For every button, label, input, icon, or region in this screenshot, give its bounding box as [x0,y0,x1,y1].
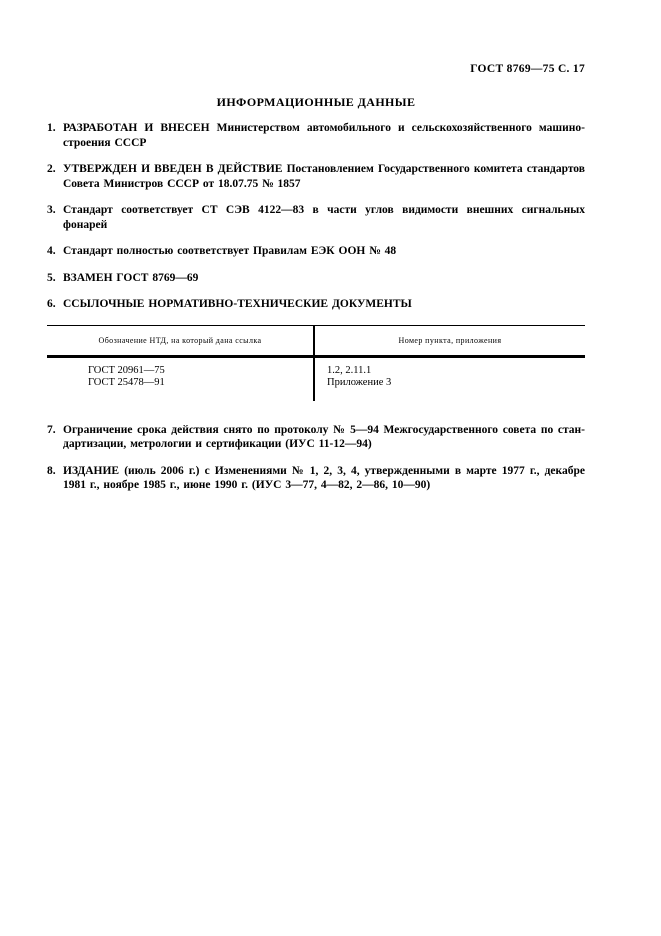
table-column-clause [315,358,585,401]
list-item-4 [47,244,585,259]
references-table [47,325,585,401]
page-header: ГОСТ 8769—75 С. 17 [470,63,585,75]
table-cell: 1.2, 2.11.1 [327,364,372,376]
list-item-text: РАЗРАБОТАН И ВНЕСЕН Министерством автомобильного и сельскохозяйственного машиностроения СССР [63,122,585,149]
list-item-text: ВЗАМЕН ГОСТ 8769—69 [63,271,199,284]
list-item-text: ИЗДАНИЕ (июль 2006 г.) с Изменениями № 1, 2, 3, 4, утвержденными в марте 1977 г., декабре 1981 г., ноябре 1985 г., июне 1990 г. (ИУС 3—77, 4—82, 2—86, 10—90) [63,464,585,491]
table-cell: Приложение 3 [327,377,392,388]
table-header-clause: Номер пункта, приложения [398,335,502,345]
table-column-designation [47,358,315,401]
list-item-2 [47,162,585,191]
references-table-body [47,358,585,401]
list-item-6 [47,297,585,312]
list-item-1 [47,121,585,150]
list-item-text: ССЫЛОЧНЫЕ НОРМАТИВНО-ТЕХНИЧЕСКИЕ ДОКУМЕНТЫ [63,298,412,310]
list-item-number: 2. [47,163,56,175]
table-cell: ГОСТ 20961—75 [88,364,165,376]
list-item-number: 5. [47,271,56,284]
list-item-number: 4. [47,245,56,257]
list-item-text: Ограничение срока действия снято по протоколу № 5—94 Межгосударственного совета по стандартизации, метрологии и сертификации (ИУС 11-12—94) [63,423,585,450]
table-header-designation: Обозначение НТД, на который дана ссылка [47,326,315,355]
references-table-header-row [47,326,585,358]
list-item-number: 3. [47,204,56,216]
list-item-number: 1. [47,122,56,134]
page-title: ИНФОРМАЦИОННЫЕ ДАННЫЕ [216,95,416,109]
list-item-5 [47,271,585,286]
list-item-text: УТВЕРЖДЕН И ВВЕДЕН В ДЕЙСТВИЕ Постановлением Государственного комитета стандартов Совета Министров СССР от 18.07.75 № 1857 [63,163,585,190]
list-item-8 [47,464,585,493]
list-item-number: 8. [47,464,56,477]
list-item-3 [47,203,585,232]
list-item-7 [47,423,585,452]
document-content [47,0,585,493]
list-item-number: 6. [47,298,56,310]
list-item-text: Стандарт соответствует СТ СЭВ 4122—83 в части углов видимости внешних сигнальных фонарей [63,204,585,231]
list-item-number: 7. [47,423,56,436]
list-item-text: Стандарт полностью соответствует Правилам ЕЭК ООН № 48 [63,245,397,257]
table-cell: ГОСТ 25478—91 [88,377,165,388]
